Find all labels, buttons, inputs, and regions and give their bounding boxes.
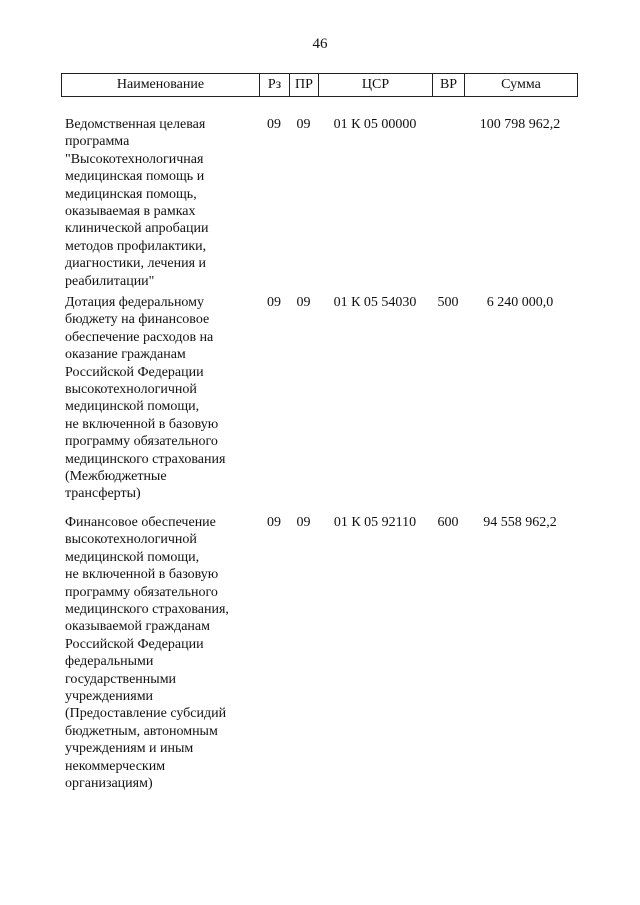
row-csr: 01 К 05 00000 [333,117,417,132]
row-csr: 01 К 05 92110 [333,515,417,530]
row-name: Ведомственная целевая программа "Высокотехнологичная медицинская помощь и медицинская помощь, оказываемая в рамках клинической апробации методов профилактики, диагностики, лечения и реабилитации" [65,117,209,289]
header-vr: ВР [433,74,465,96]
row-rz: 09 [267,515,281,530]
header-sum: Сумма [501,77,541,92]
header-csr: ЦСР [319,74,433,96]
row-name: Дотация федеральному бюджету на финансовое обеспечение расходов на оказание гражданам Российской Федерации высокотехнологичной медицинской помощи, не включенной в базовую программу обязательного медицинского страхования (Межбюджетные трансферты) [65,295,226,502]
page-number: 46 [312,36,328,52]
row-vr: 500 [437,295,459,310]
row-pr: 09 [296,117,311,132]
header-name: Наименование [62,74,260,96]
row-pr: 09 [296,515,311,530]
row-sum: 6 240 000,0 [486,295,554,310]
row-csr: 01 К 05 54030 [333,295,417,310]
row-rz: 09 [267,295,281,310]
row-name: Финансовое обеспечение высокотехнологичной медицинской помощи, не включенной в базовую программу обязательного медицинского страхования, оказываемой гражданам Российской Федерации федеральными государственными учреждениями (Предоставление субсидий бюджетным, автономным учреждениям и иным некоммерческим организациям) [65,515,229,792]
row-sum: 100 798 962,2 [479,117,561,132]
header-rz: Рз [260,74,290,96]
row-vr: 600 [437,515,459,530]
row-sum: 94 558 962,2 [483,515,557,530]
table-header [61,73,578,97]
row-rz: 09 [267,117,281,132]
header-pr: ПР [290,74,319,96]
row-pr: 09 [296,295,311,310]
